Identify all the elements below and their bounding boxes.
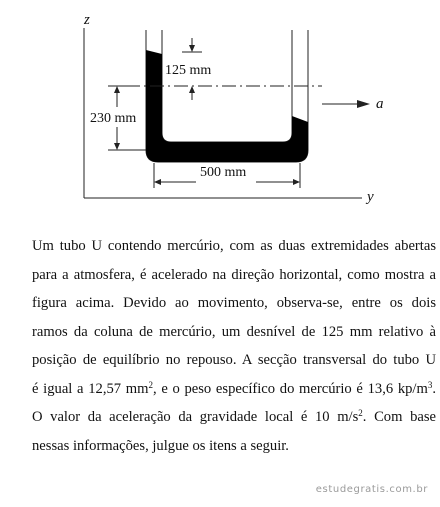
acceleration-label: a — [376, 96, 384, 112]
superscript: 3 — [427, 379, 433, 390]
text-segment: O valor da aceleração da gravidade local é 10 m/s — [32, 409, 359, 425]
y-axis-label: y — [367, 189, 374, 205]
dim-125-label: 125 mm — [165, 63, 212, 78]
text-line — [32, 375, 436, 404]
text-line — [32, 403, 436, 432]
superscript: 2 — [358, 408, 363, 418]
dim-500-arrowhead-left — [154, 179, 161, 185]
text-segment: , e o peso específico do mercúrio é 13,6 kp/m — [152, 380, 428, 397]
watermark: estudegratis.com.br — [315, 484, 428, 495]
dim-230-arrowhead-top — [114, 86, 120, 93]
text-segment: é igual a 12,57 mm — [32, 380, 149, 397]
text-line: para a atmosfera, é acelerado na direção horizontal, como mostra a — [32, 266, 436, 283]
text-line: nessas informações, julgue os itens a seguir. — [32, 437, 289, 454]
text-line: ramos da coluna de mercúrio, um desnível de 125 mm relativo à — [32, 323, 436, 340]
text-segment: . Com base — [362, 409, 437, 425]
dim-125-arrowhead-bottom — [189, 86, 195, 93]
acceleration-arrow-head — [357, 100, 370, 108]
superscript: 2 — [148, 379, 153, 390]
dim-125-arrowhead-top — [189, 45, 195, 52]
dim-230-label: 230 mm — [90, 111, 137, 126]
z-axis-label: z — [84, 12, 90, 28]
u-tube-figure — [0, 0, 440, 215]
problem-statement — [32, 232, 436, 460]
dim-500-arrowhead-right — [293, 179, 300, 185]
text-line: posição de equilíbrio no repouso. A secção transversal do tubo U — [32, 352, 436, 368]
text-line: figura acima. Devido ao movimento, observa-se, entre os dois — [32, 295, 436, 311]
text-segment: . — [432, 380, 436, 397]
dim-500-label: 500 mm — [200, 165, 247, 180]
text-line: Um tubo U contendo mercúrio, com as duas extremidades abertas — [32, 238, 436, 254]
dim-230-arrowhead-bottom — [114, 143, 120, 150]
